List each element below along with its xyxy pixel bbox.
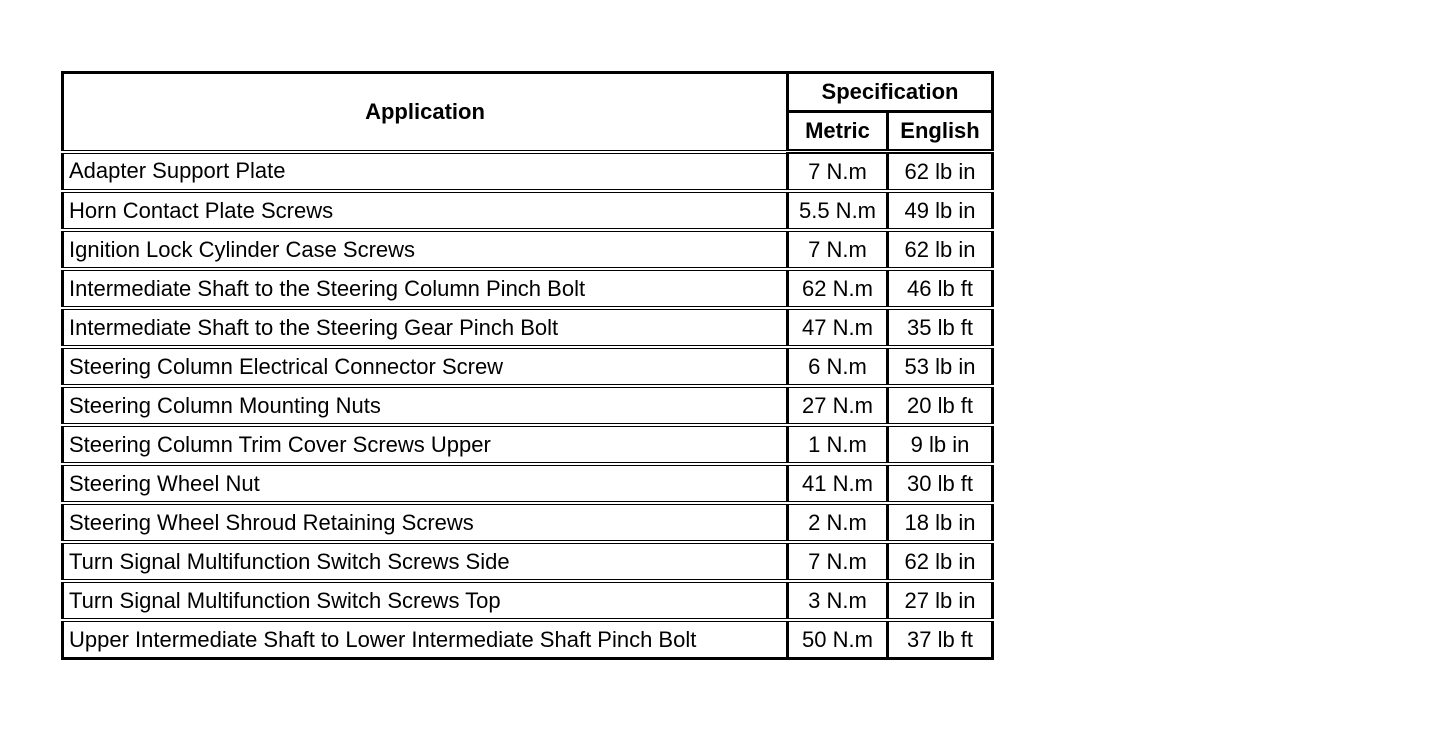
table-row <box>63 230 993 269</box>
metric-cell: 5.5 N.m <box>788 191 888 230</box>
english-cell: 46 lb ft <box>888 269 993 308</box>
metric-header: Metric <box>788 112 888 152</box>
table-body <box>63 152 993 659</box>
application-cell: Turn Signal Multifunction Switch Screws Top <box>63 581 788 620</box>
application-cell: Turn Signal Multifunction Switch Screws Side <box>63 542 788 581</box>
metric-cell: 7 N.m <box>788 542 888 581</box>
english-cell: 49 lb in <box>888 191 993 230</box>
table-row <box>63 191 993 230</box>
english-cell: 62 lb in <box>888 152 993 192</box>
application-cell: Steering Wheel Shroud Retaining Screws <box>63 503 788 542</box>
metric-cell: 7 N.m <box>788 152 888 192</box>
application-cell: Steering Column Electrical Connector Screw <box>63 347 788 386</box>
english-cell: 27 lb in <box>888 581 993 620</box>
metric-cell: 7 N.m <box>788 230 888 269</box>
metric-cell: 27 N.m <box>788 386 888 425</box>
metric-cell: 41 N.m <box>788 464 888 503</box>
metric-cell: 47 N.m <box>788 308 888 347</box>
table-row <box>63 542 993 581</box>
application-cell: Horn Contact Plate Screws <box>63 191 788 230</box>
english-cell: 18 lb in <box>888 503 993 542</box>
table-row <box>63 152 993 192</box>
english-header: English <box>888 112 993 152</box>
application-cell: Intermediate Shaft to the Steering Column Pinch Bolt <box>63 269 788 308</box>
application-cell: Steering Column Mounting Nuts <box>63 386 788 425</box>
english-cell: 35 lb ft <box>888 308 993 347</box>
english-cell: 20 lb ft <box>888 386 993 425</box>
application-cell: Upper Intermediate Shaft to Lower Intermediate Shaft Pinch Bolt <box>63 620 788 659</box>
metric-cell: 1 N.m <box>788 425 888 464</box>
english-cell: 30 lb ft <box>888 464 993 503</box>
table-header <box>63 73 993 152</box>
application-cell: Ignition Lock Cylinder Case Screws <box>63 230 788 269</box>
table-row <box>63 464 993 503</box>
table-row <box>63 347 993 386</box>
application-header: Application <box>63 73 788 152</box>
metric-cell: 50 N.m <box>788 620 888 659</box>
table-row <box>63 386 993 425</box>
english-cell: 62 lb in <box>888 230 993 269</box>
english-cell: 62 lb in <box>888 542 993 581</box>
torque-spec-table <box>61 71 994 660</box>
table-row <box>63 269 993 308</box>
application-cell: Intermediate Shaft to the Steering Gear Pinch Bolt <box>63 308 788 347</box>
application-cell: Steering Wheel Nut <box>63 464 788 503</box>
metric-cell: 6 N.m <box>788 347 888 386</box>
table-row <box>63 425 993 464</box>
english-cell: 9 lb in <box>888 425 993 464</box>
application-cell: Adapter Support Plate <box>63 152 788 192</box>
application-cell: Steering Column Trim Cover Screws Upper <box>63 425 788 464</box>
table-row <box>63 581 993 620</box>
specification-header: Specification <box>788 73 993 112</box>
table-row <box>63 620 993 659</box>
metric-cell: 62 N.m <box>788 269 888 308</box>
metric-cell: 3 N.m <box>788 581 888 620</box>
english-cell: 37 lb ft <box>888 620 993 659</box>
table-row <box>63 503 993 542</box>
header-row-top <box>63 73 993 112</box>
english-cell: 53 lb in <box>888 347 993 386</box>
metric-cell: 2 N.m <box>788 503 888 542</box>
table-row <box>63 308 993 347</box>
